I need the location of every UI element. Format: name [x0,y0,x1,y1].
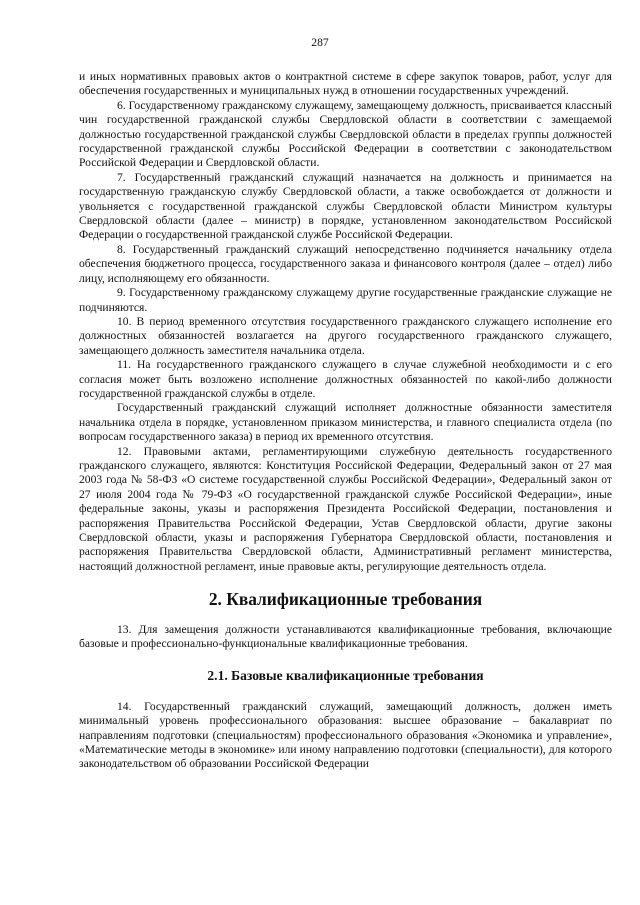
paragraph-item-7: 7. Государственный гражданский служащий назначается на должность и принимается на государственную гражданскую службу Свердловской области, а также освобождается от должности и увольняется с государственной гражданской службы Свердловской области Министром культуры Свердловской области (далее – министр) в порядке, установленном законодательством Российской Федерации о государственной гражданской службе Российской Федерации. [79,170,612,242]
paragraph-item-11: 11. На государственного гражданского служащего в случае служебной необходимости и с его согласия может быть возложено исполнение должностных обязанностей по какой-либо должности государственной гражданской службы в отделе. [79,358,612,400]
paragraph-item-11-addendum: Государственный гражданский служащий исполняет должностные обязанности заместителя начальника отдела в порядке, установленном приказом министерства, и главного специалиста отдела (по вопросам государственного заказа) в период их временного отсутствия. [79,401,612,444]
page-number: 287 [311,36,329,49]
paragraph-continuation: и иных нормативных правовых актов о контрактной системе в сфере закупок товаров, работ, услуг для обеспечения государственных и муниципальных нужд в отношении государственных учреждений. [79,70,612,98]
paragraph-item-13: 13. Для замещения должности устанавливаются квалификационные требования, включающие базовые и профессионально-функциональные квалификационные требования. [79,622,612,651]
paragraph-item-14: 14. Государственный гражданский служащий, замещающий должность, должен иметь минимальный уровень профессионального образования: высшее образование – бакалавриат по направлениям подготовки (специальностям) профессионального образования «Экономика и управление», «Математические методы в экономике» или иному направлению подготовки (специальности), для которого законодательством об образовании Российской Федерации [79,699,612,771]
paragraph-item-6: 6. Государственному гражданскому служащему, замещающему должность, присваивается классный чин государственной гражданской службы Свердловской области в соответствии с замещаемой должностью государственной гражданской службы Свердловской области в пределах группы должностей государственной гражданской службы Российской Федерации в соответствии с законодательством Российской Федерации и Свердловской области. [79,98,612,170]
paragraph-item-8: 8. Государственный гражданский служащий непосредственно подчиняется начальнику отдела обеспечения бюджетного процесса, государственного заказа и финансового контроля (далее – отдел) либо лицу, исполняющему его обязанности. [79,242,612,285]
paragraph-item-10: 10. В период временного отсутствия государственного гражданского служащего исполнение его должностных обязанностей возлагается на другого государственного гражданского служащего, замещающего должность заместителя начальника отдела. [79,314,612,357]
section-heading-qualification-requirements: 2. Квалификационные требования [208,589,483,610]
paragraph-item-12: 12. Правовыми актами, регламентирующими служебную деятельность государственного гражданского служащего, являются: Конституция Российской Федерации, Федеральный закон от 27 мая 2003 года № 58-ФЗ «О системе государственной службы Российской Федерации», Федеральный закон от 27 июля 2004 года № 79-ФЗ «О государственной гражданской службе Российской Федерации», иные федеральные законы, указы и распоряжения Президента Российской Федерации, постановления и распоряжения Правительства Российской Федерации, Устав Свердловской области, другие законы Свердловской области, указы и распоряжения Губернатора Свердловской области, постановления и распоряжения Правительства Свердловской области, Административный регламент министерства, настоящий должностной регламент, иные правовые акты, регулирующие деятельность отдела. [79,444,612,573]
subsection-heading-basic-requirements: 2.1. Базовые квалификационные требования [207,668,484,684]
paragraph-item-9: 9. Государственному гражданскому служащему другие государственные гражданские служащие не подчиняются. [79,286,612,314]
